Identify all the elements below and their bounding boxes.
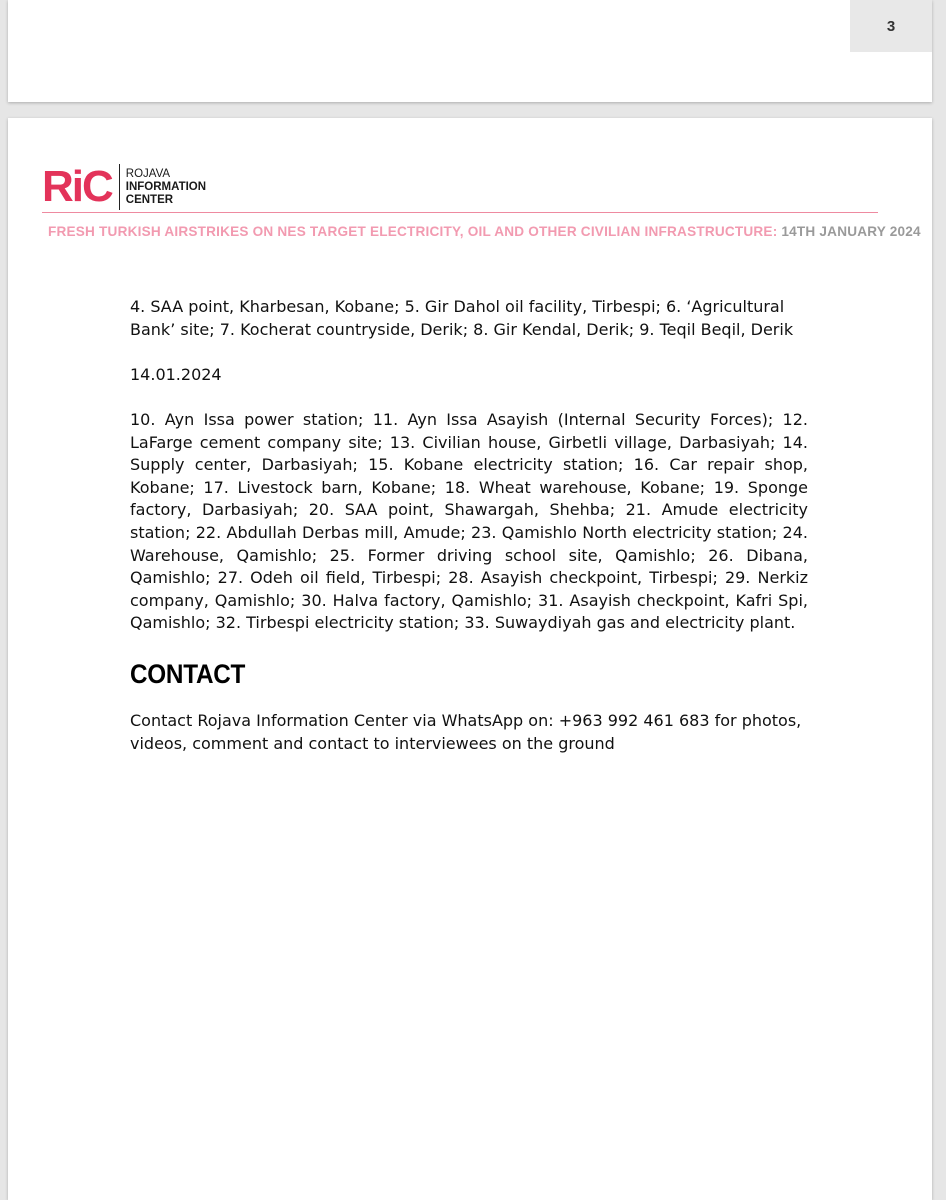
document-page	[8, 118, 932, 1200]
document-header-title	[48, 224, 921, 239]
document-body	[130, 296, 808, 755]
ric-logo	[42, 164, 206, 210]
logo-mark: RiC	[42, 162, 112, 211]
contact-heading: CONTACT	[130, 658, 246, 689]
targets-paragraph-2: 10. Ayn Issa power station; 11. Ayn Issa Asayish (Internal Security Forces); 12. LaFarge cement company site; 13. Civilian house, Girbetli village, Darbasiyah; 14. Supply center, Darbasiyah; 15. Kobane electricity station; 16. Car repair shop, Kobane; 17. Livestock barn, Kobane; 18. Wheat warehouse, Kobane; 19. Sponge factory, Darbasiyah; 20. SAA point, Shawargah, Shehba; 21. Amude electricity station; 22. Abdullah Derbas mill, Amude; 23. Qamishlo North electricity station; 24. Warehouse, Qamishlo; 25. Former driving school site, Qamishlo; 26. Dibana, Qamishlo; 27. Odeh oil field, Tirbespi; 28. Asayish checkpoint, Tirbespi; 29. Nerkiz company, Qamishlo; 30. Halva factory, Qamishlo; 31. Asayish checkpoint, Kafri Spi, Qamishlo; 32. Tirbespi electricity station; 33. Suwaydiyah gas and electricity plant.	[130, 409, 808, 633]
page-number: 3	[850, 0, 932, 52]
contact-text: Contact Rojava Information Center via WhatsApp on: +963 992 461 683 for photos, videos, comment and contact to interviewees on the ground	[130, 710, 802, 753]
logo-line-rojava: ROJAVA	[125, 167, 171, 180]
header-title-text: FRESH TURKISH AIRSTRIKES ON NES TARGET ELECTRICITY, OIL AND OTHER CIVILIAN INFRASTRUCTURE:	[48, 224, 778, 239]
logo-line-information: INFORMATION	[125, 180, 207, 193]
previous-page	[8, 0, 932, 102]
date-line: 14.01.2024	[130, 364, 222, 384]
logo-line-center: CENTER	[125, 193, 174, 206]
targets-paragraph-1: 4. SAA point, Kharbesan, Kobane; 5. Gir Dahol oil facility, Tirbespi; 6. ‘Agricultural Bank’ site; 7. Kocherat countryside, Derik; 8. Gir Kendal, Derik; 9. Teqil Beqil, Derik	[130, 297, 794, 339]
header-date: 14TH JANUARY 2024	[777, 224, 921, 239]
logo-text	[126, 168, 206, 207]
logo-divider	[119, 164, 120, 210]
header-divider	[42, 212, 878, 213]
